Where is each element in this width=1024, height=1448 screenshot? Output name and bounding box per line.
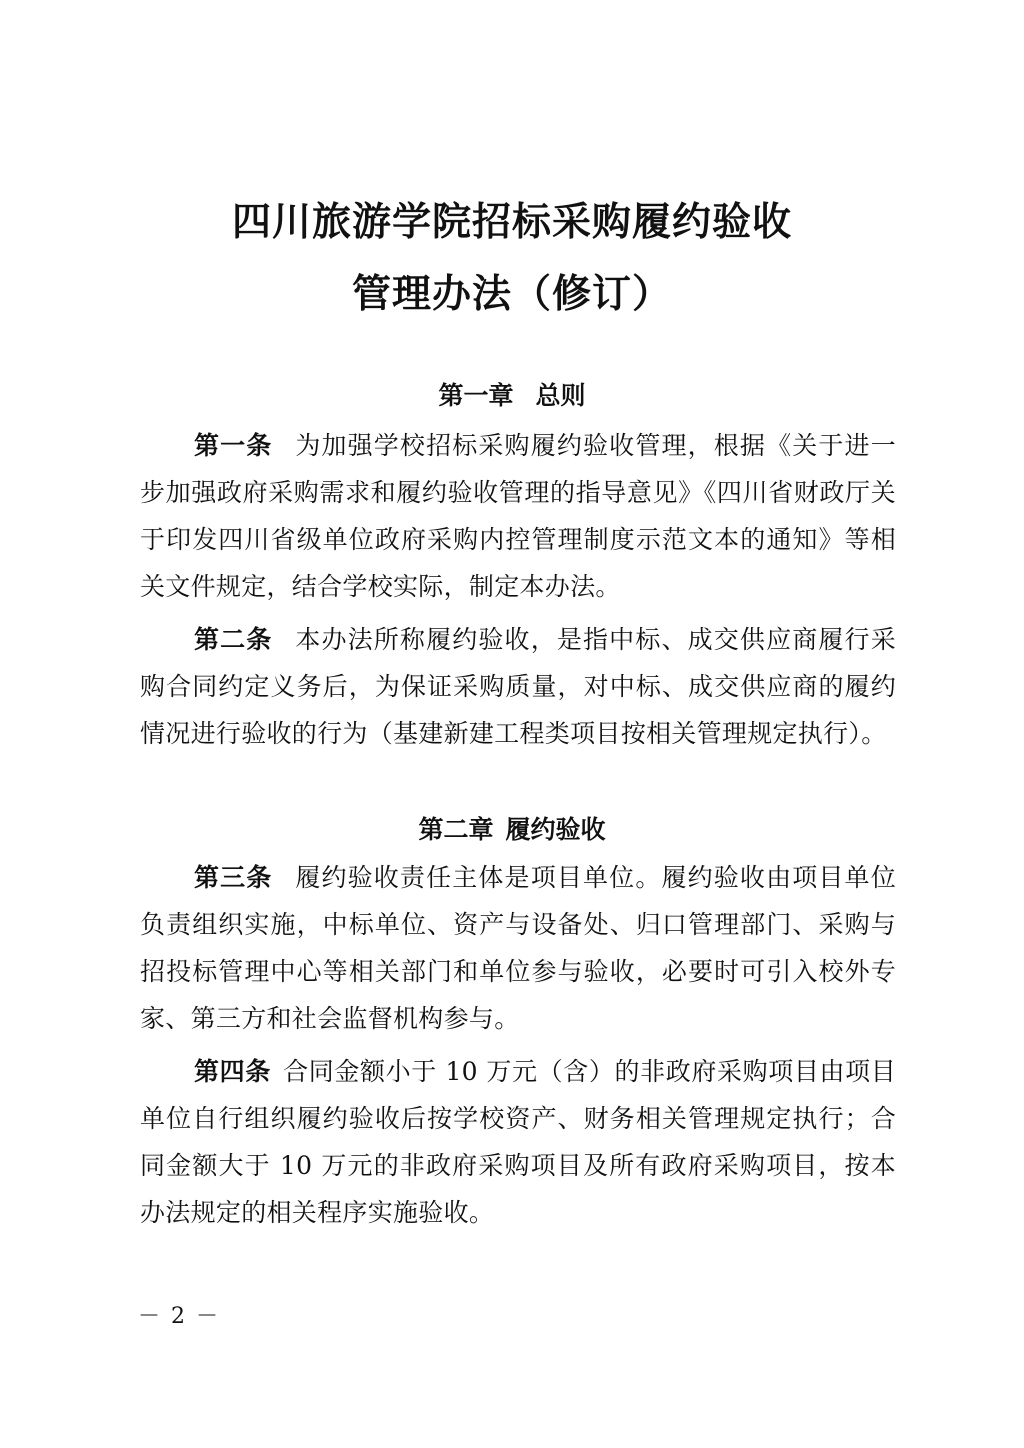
- article-3: [140, 854, 896, 1042]
- chapter-1-name: 总则: [535, 381, 586, 410]
- chapter-2-heading: [0, 814, 1024, 846]
- article-3-text: 履约验收责任主体是项目单位。履约验收由项目单位负责组织实施，中标单位、资产与设备处、归口管理部门、采购与招投标管理中心等相关部门和单位参与验收，必要时可引入校外专家、第三方和社会监督机构参与。: [140, 863, 896, 1033]
- article-4-text: 合同金额小于 10 万元（含）的非政府采购项目由项目单位自行组织履约验收后按学校资产、财务相关管理规定执行；合同金额大于 10 万元的非政府采购项目及所有政府采购项目，按本办法规定的相关程序实施验收。: [140, 1057, 896, 1227]
- chapter-2-number: 第二章: [418, 815, 494, 844]
- article-1-label: 第一条: [194, 431, 273, 460]
- chapter-2-name: 履约验收: [505, 815, 606, 844]
- article-2: [140, 616, 896, 757]
- document-title-line-1: 四川旅游学院招标采购履约验收: [231, 200, 792, 245]
- page-number: － 2 －: [138, 1304, 220, 1329]
- article-4-label: 第四条: [194, 1057, 271, 1086]
- article-2-text: 本办法所称履约验收，是指中标、成交供应商履行采购合同约定义务后，为保证采购质量，对中标、成交供应商的履约情况进行验收的行为（基建新建工程类项目按相关管理规定执行）。: [140, 625, 896, 748]
- article-3-label: 第三条: [194, 863, 273, 892]
- article-1-text: 为加强学校招标采购履约验收管理，根据《关于进一步加强政府采购需求和履约验收管理的指导意见》《四川省财政厅关于印发四川省级单位政府采购内控管理制度示范文本的通知》等相关文件规定，结合学校实际，制定本办法。: [140, 431, 896, 601]
- document-title-line-2: 管理办法（修订）: [351, 272, 672, 317]
- article-2-label: 第二条: [194, 625, 273, 654]
- chapter-1-heading: [0, 380, 1024, 412]
- article-1: [140, 422, 896, 610]
- chapter-1-number: 第一章: [438, 381, 514, 410]
- article-4: [140, 1048, 896, 1236]
